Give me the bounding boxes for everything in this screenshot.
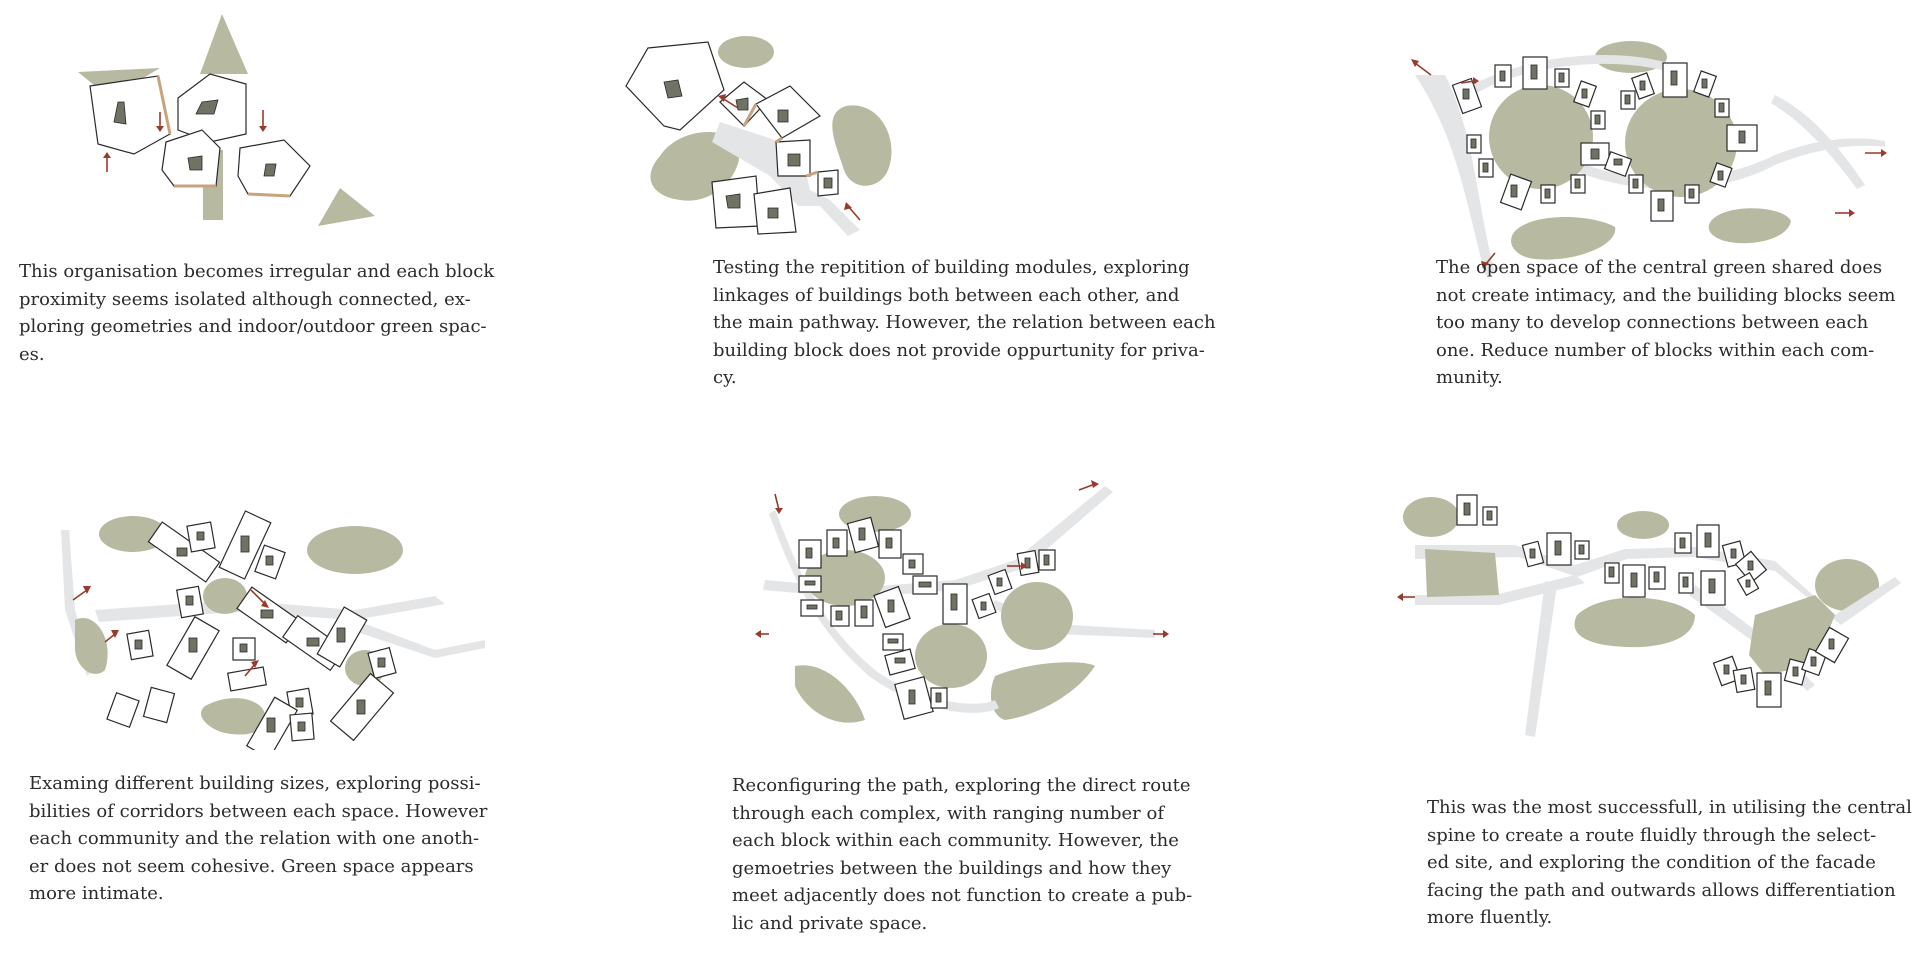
caption-line: es. — [19, 343, 45, 365]
caption-line: the main pathway. However, the relation between each — [713, 312, 1216, 333]
caption-line: through each complex, with ranging number of — [732, 802, 1164, 824]
diagram-6-central-spine — [1395, 485, 1905, 745]
diagram-2-module-repetition — [620, 30, 940, 240]
caption-line: er does not seem cohesive. Green space appears — [29, 855, 474, 877]
caption-line: spine to create a route fluidly through the select- — [1427, 824, 1877, 846]
caption-line: This organisation becomes irregular and each block — [19, 261, 495, 282]
diagram-1-hexagonal-blocks — [70, 10, 430, 255]
caption-line: ploring geometries and indoor/outdoor green spac- — [19, 316, 487, 337]
caption-line: The open space of the central green shared does — [1436, 257, 1883, 278]
caption-line: building block does not provide oppurtunity for priva- — [713, 339, 1205, 361]
caption-line: lic and private space. — [732, 912, 928, 934]
caption-line: Examing different building sizes, exploring possi- — [29, 773, 481, 794]
caption-6 — [1427, 794, 1912, 932]
caption-line: meet adjacently does not function to create a pub- — [732, 885, 1193, 906]
caption-line: more intimate. — [29, 883, 164, 904]
diagram-3-central-greens — [1395, 35, 1905, 275]
caption-line: too many to develop connections between each — [1436, 312, 1869, 333]
caption-line: not create intimacy, and the builiding blocks seem — [1436, 284, 1896, 306]
caption-line: linkages of buildings both between each other, and — [713, 284, 1180, 306]
caption-4 — [29, 770, 487, 908]
caption-line: cy. — [713, 367, 737, 388]
caption-line: more fluently. — [1427, 907, 1553, 928]
caption-line: ed site, and exploring the condition of the facade — [1427, 852, 1876, 873]
caption-line: bilities of corridors between each space. However — [29, 800, 488, 822]
caption-line: proximity seems isolated although connected, ex- — [19, 288, 471, 310]
caption-line: This was the most successfull, in utilising the central — [1427, 797, 1912, 818]
caption-line: Testing the repitition of building modules, exploring — [713, 257, 1190, 278]
caption-1 — [19, 258, 494, 368]
caption-line: each block within each community. However, the — [732, 830, 1179, 851]
caption-3 — [1436, 254, 1895, 392]
caption-line: facing the path and outwards allows differentiation — [1427, 879, 1896, 901]
diagram-5-reconfigured-path — [755, 480, 1175, 740]
caption-line: gemoetries between the buildings and how they — [732, 857, 1172, 879]
caption-5 — [732, 772, 1192, 937]
caption-line: each community and the relation with one anoth- — [29, 828, 480, 849]
caption-line: one. Reduce number of blocks within each com- — [1436, 339, 1875, 361]
caption-line: Reconfiguring the path, exploring the direct route — [732, 775, 1191, 796]
diagram-4-building-sizes — [55, 500, 495, 750]
caption-line: munity. — [1436, 367, 1503, 388]
caption-2 — [713, 254, 1216, 392]
